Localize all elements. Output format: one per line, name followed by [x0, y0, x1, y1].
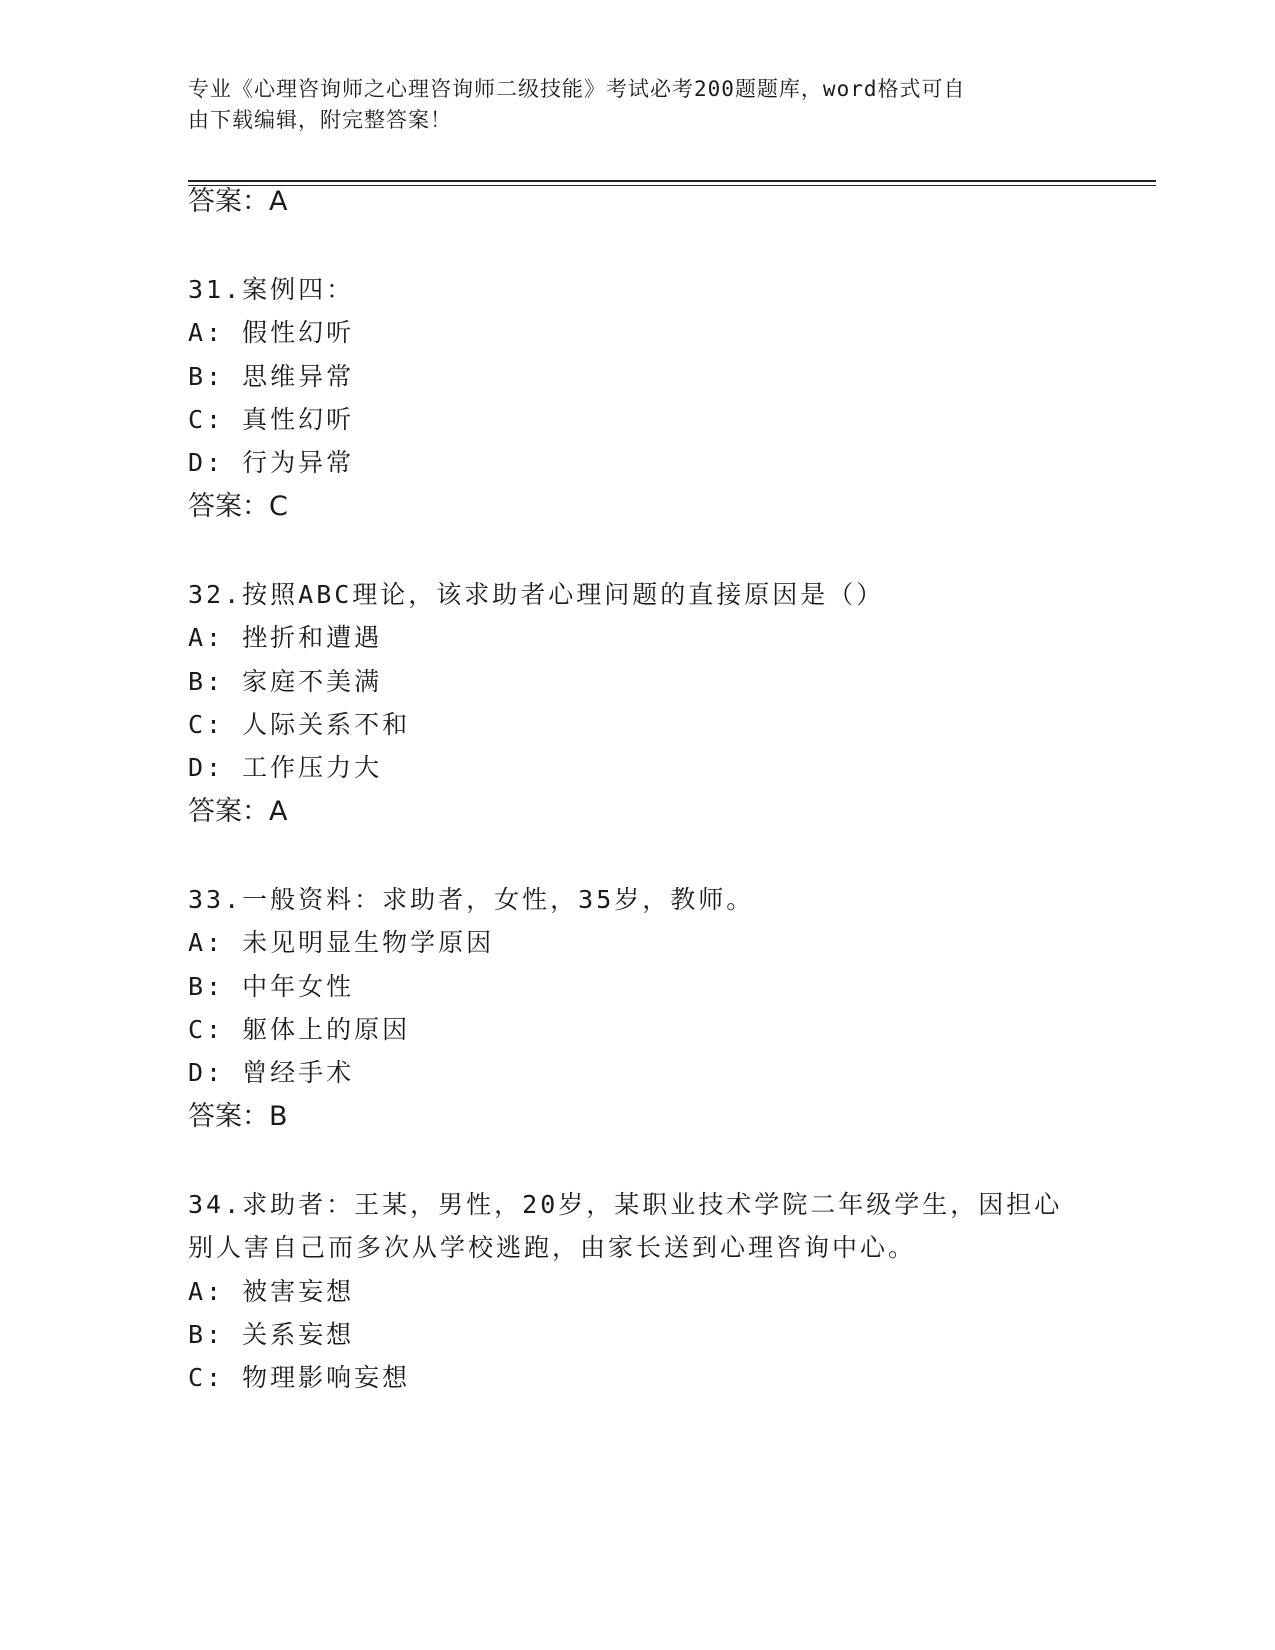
question-34-stem-line-1: 34.求助者：王某，男性，20岁，某职业技术学院二年级学生，因担心: [188, 1190, 1063, 1219]
header-rule-thin: [188, 185, 1156, 186]
question-33-option-b: B: 中年女性: [188, 972, 355, 1001]
header-line-2: 由下载编辑，附完整答案！: [188, 108, 452, 132]
header-line-1: 专业《心理咨询师之心理咨询师二级技能》考试必考200题题库，word格式可自: [188, 77, 966, 101]
answer-31: 答案：C: [188, 491, 288, 522]
question-34-option-a: A: 被害妄想: [188, 1277, 355, 1306]
question-33-stem: 33.一般资料：求助者，女性，35岁，教师。: [188, 885, 755, 914]
answer-33: 答案：B: [188, 1101, 288, 1132]
question-31-option-b: B: 思维异常: [188, 362, 355, 391]
question-34-option-b: B: 关系妄想: [188, 1320, 355, 1349]
question-32-option-d: D: 工作压力大: [188, 753, 383, 782]
question-32-stem: 32.按照ABC理论，该求助者心理问题的直接原因是（）: [188, 580, 885, 609]
question-34-option-c: C: 物理影响妄想: [188, 1363, 411, 1392]
question-34-stem-line-2: 别人害自己而多次从学校逃跑，由家长送到心理咨询中心。: [188, 1233, 917, 1262]
question-31-option-a: A: 假性幻听: [188, 318, 355, 347]
question-32-option-c: C: 人际关系不和: [188, 710, 411, 739]
header-rule-thick: [188, 180, 1156, 182]
answer-32: 答案：A: [188, 796, 288, 827]
question-31-option-d: D: 行为异常: [188, 448, 355, 477]
question-32-option-a: A: 挫折和遭遇: [188, 623, 383, 652]
question-33-option-d: D: 曾经手术: [188, 1058, 355, 1087]
question-33-option-c: C: 躯体上的原因: [188, 1015, 411, 1044]
question-31-stem: 31.案例四：: [188, 275, 355, 304]
answer-30: 答案：A: [188, 186, 288, 217]
question-32-option-b: B: 家庭不美满: [188, 667, 383, 696]
question-33-option-a: A: 未见明显生物学原因: [188, 928, 495, 957]
question-31-option-c: C: 真性幻听: [188, 405, 355, 434]
document-header: [188, 74, 1068, 136]
